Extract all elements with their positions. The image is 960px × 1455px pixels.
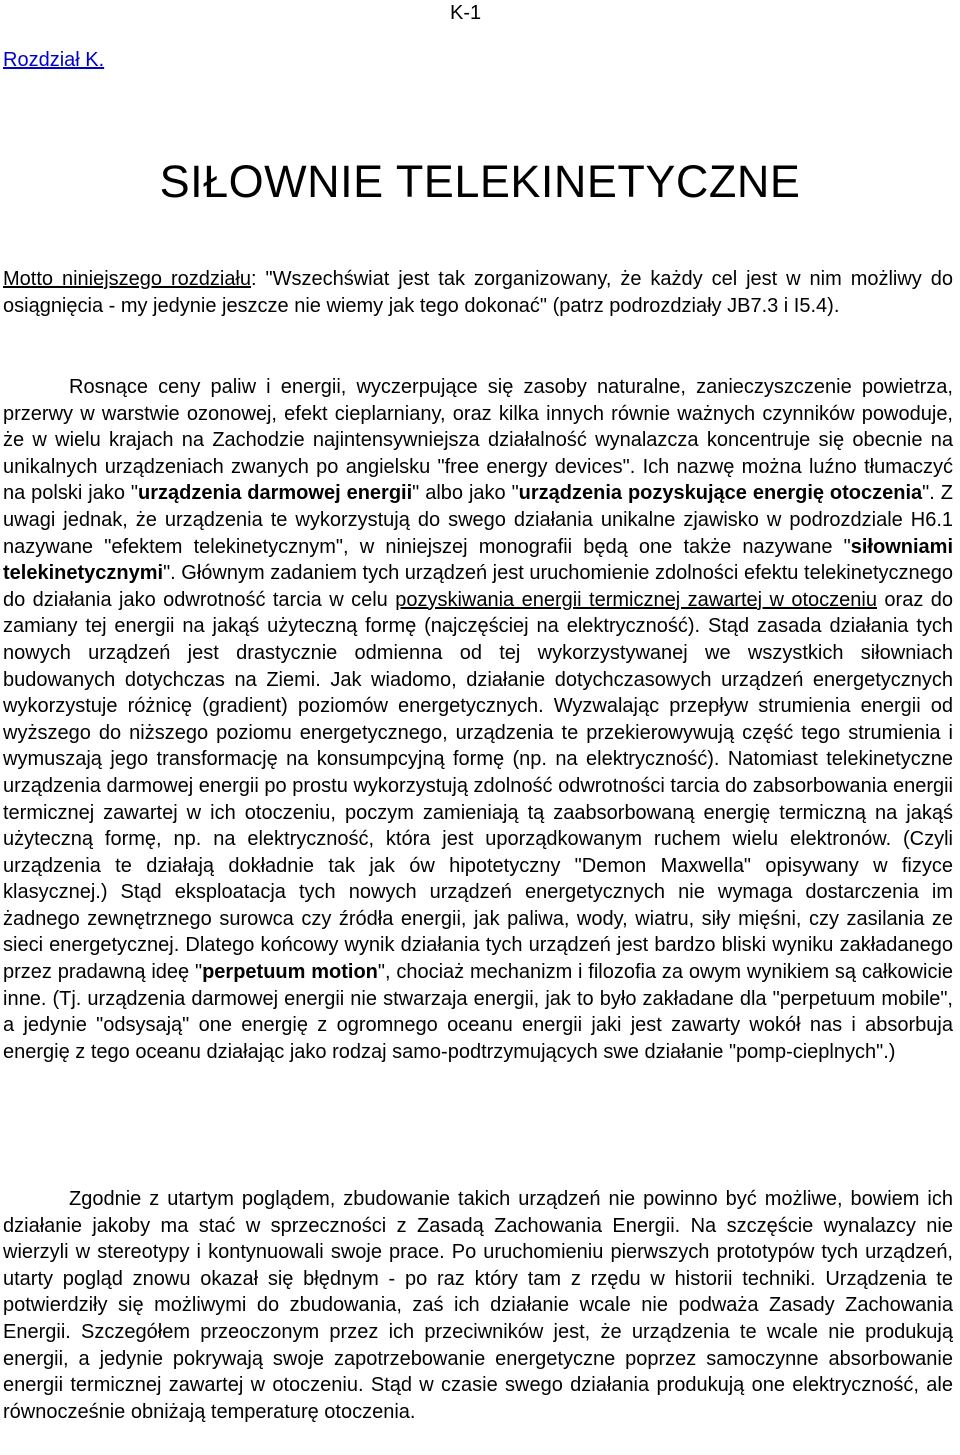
bold-term: urządzenia pozyskujące energię otoczenia — [518, 482, 923, 505]
text-run: ". Głównym zadaniem tych urządzeń jest uruchomienie zdolności efektu telekinetycznego do działania jako odwrotność tarcia w celu — [3, 562, 953, 611]
bold-term: urządzenia darmowej energii — [137, 482, 413, 505]
motto — [3, 266, 953, 320]
motto-text: : "Wszechświat jest tak zorganizowany, że każdy cel jest w nim możliwy do osiągnięcia - my jedynie jeszcze nie wiemy jak tego dokonać" (patrz podrozdziały JB7.3 i I5.4). — [3, 268, 953, 317]
text-run: ", chociaż mechanizm i filozofia za owym wynikiem są całkowicie inne. (Tj. urządzenia darmowej energii nie stwarzaja energii, jak to było zakładane dla "perpetuum mobile", a jedynie "odsysają" one energię z ogromnego oceanu energii jaki jest zawarty wokół nas i absorbuja energię z tego oceanu działając jako rodzaj samo-podtrzymujących swe działanie "pomp-cieplnych".) — [3, 961, 954, 1063]
underlined-phrase: pozyskiwania energii termicznej zawartej w otoczeniu — [395, 588, 877, 611]
motto-label: Motto niniejszego rozdziału — [3, 268, 252, 290]
page-number: K-1 — [450, 2, 482, 24]
page-title: SIŁOWNIE TELEKINETYCZNE — [159, 156, 801, 207]
chapter-link[interactable]: Rozdział K. — [3, 49, 105, 71]
text-run: " albo jako " — [412, 482, 519, 505]
text-run: Rosnące ceny paliw i energii, wyczerpujące się zasoby naturalne, zanieczyszczenie powietrza, przerwy w warstwie ozonowej, efekt cieplarniany, oraz kilka innych równie ważnych czynników powoduje, że w wielu krajach na Zachodzie najintensywniejsza działalność wynalazcza koncentruje się obecnie na unikalnych urządzeniach zwanych po angielsku "free energy devices". Ich nazwę można luźno tłumaczyć na polski jako " — [3, 376, 953, 505]
bold-term: siłowniami telekinetycznymi — [3, 535, 953, 585]
text-run: ". Z uwagi jednak, że urządzenia te wykorzystują do swego działania unikalne zjawisko w podrozdziale H6.1 nazywane "efektem telekinetycznym", w niniejszej monografii będą one także nazywane " — [3, 482, 953, 558]
bold-term: perpetuum motion — [202, 961, 378, 984]
paragraph-1 — [3, 374, 953, 1065]
paragraph-2: Zgodnie z utartym poglądem, zbudowanie takich urządzeń nie powinno być możliwe, bowiem ich działanie jakoby ma stać w sprzeczności z Zasadą Zachowania Energii. Na szczęście wynalazcy nie wierzyli w stereotypy i kontynuowali swoje prace. Po uruchomieniu pierwszych prototypów tych urządzeń, utarty pogląd znowu okazał się błędnym - po raz który tam z rzędu w historii techniki. Urządzenia te potwierdziły się możliwymi do zbudowania, zaś ich działanie wcale nie podważa Zasady Zachowania Energii. Szczegółem przeoczonym przez ich przeciwników jest, że urządzenia te wcale nie produkują energii, a jedynie pokrywają swoje zapotrzebowanie energetyczne poprzez samoczynne absorbowanie energii termicznej zawartej w otoczeniu. Stąd w czasie swego działania produkują one elektryczność, ale równocześnie obniżają temperaturę otoczenia. — [3, 1188, 953, 1423]
text-run: oraz do zamiany tej energii na jakąś użyteczną formę (najczęściej na elektryczność). Stąd zasada działania tych nowych urządzeń jest drastycznie odmienna od tej wykorzystywanej we wszystkich siłowniach budowanych dotychczas na Ziemi. Jak wiadomo, działanie dotychczasowych urządzeń energetycznych wykorzystuje różnicę (gradient) poziomów energetycznych. Wyzwalając przepływ strumienia energii od wyższego do niższego poziomu energetycznego, urządzenia te przekierowywują część tego strumienia i wymuszają jego transformację na konsumpcyjną formę (np. na elektryczność). Natomiast telekinetyczne urządzenia darmowej energii po prostu wykorzystują zdolność odwrotności tarcia do zabsorbowania energii termicznej zawartej w ich otoczeniu, poczym zamieniają tą zaabsorbowaną energię termiczną na jakąś użyteczną formę, np. na elektryczność, która jest uporządkowanym ruchem wielu elektronów. (Czyli urządzenia te działają dokładnie tak jak ów hipotetyczny "Demon Maxwella" opisywany w fizyce klasycznej.) Stąd eksploatacja tych nowych urządzeń energetycznych nie wymaga dostarczenia im żadnego zewnętrznego surowca czy źródła energii, jak paliwa, wody, wiatru, siły mięśni, czy zasilania ze sieci energetycznej. Dlatego końcowy wynik działania tych urządzeń jest bardzo bliski wyniku zakładanego przez pradawną ideę " — [3, 588, 954, 984]
